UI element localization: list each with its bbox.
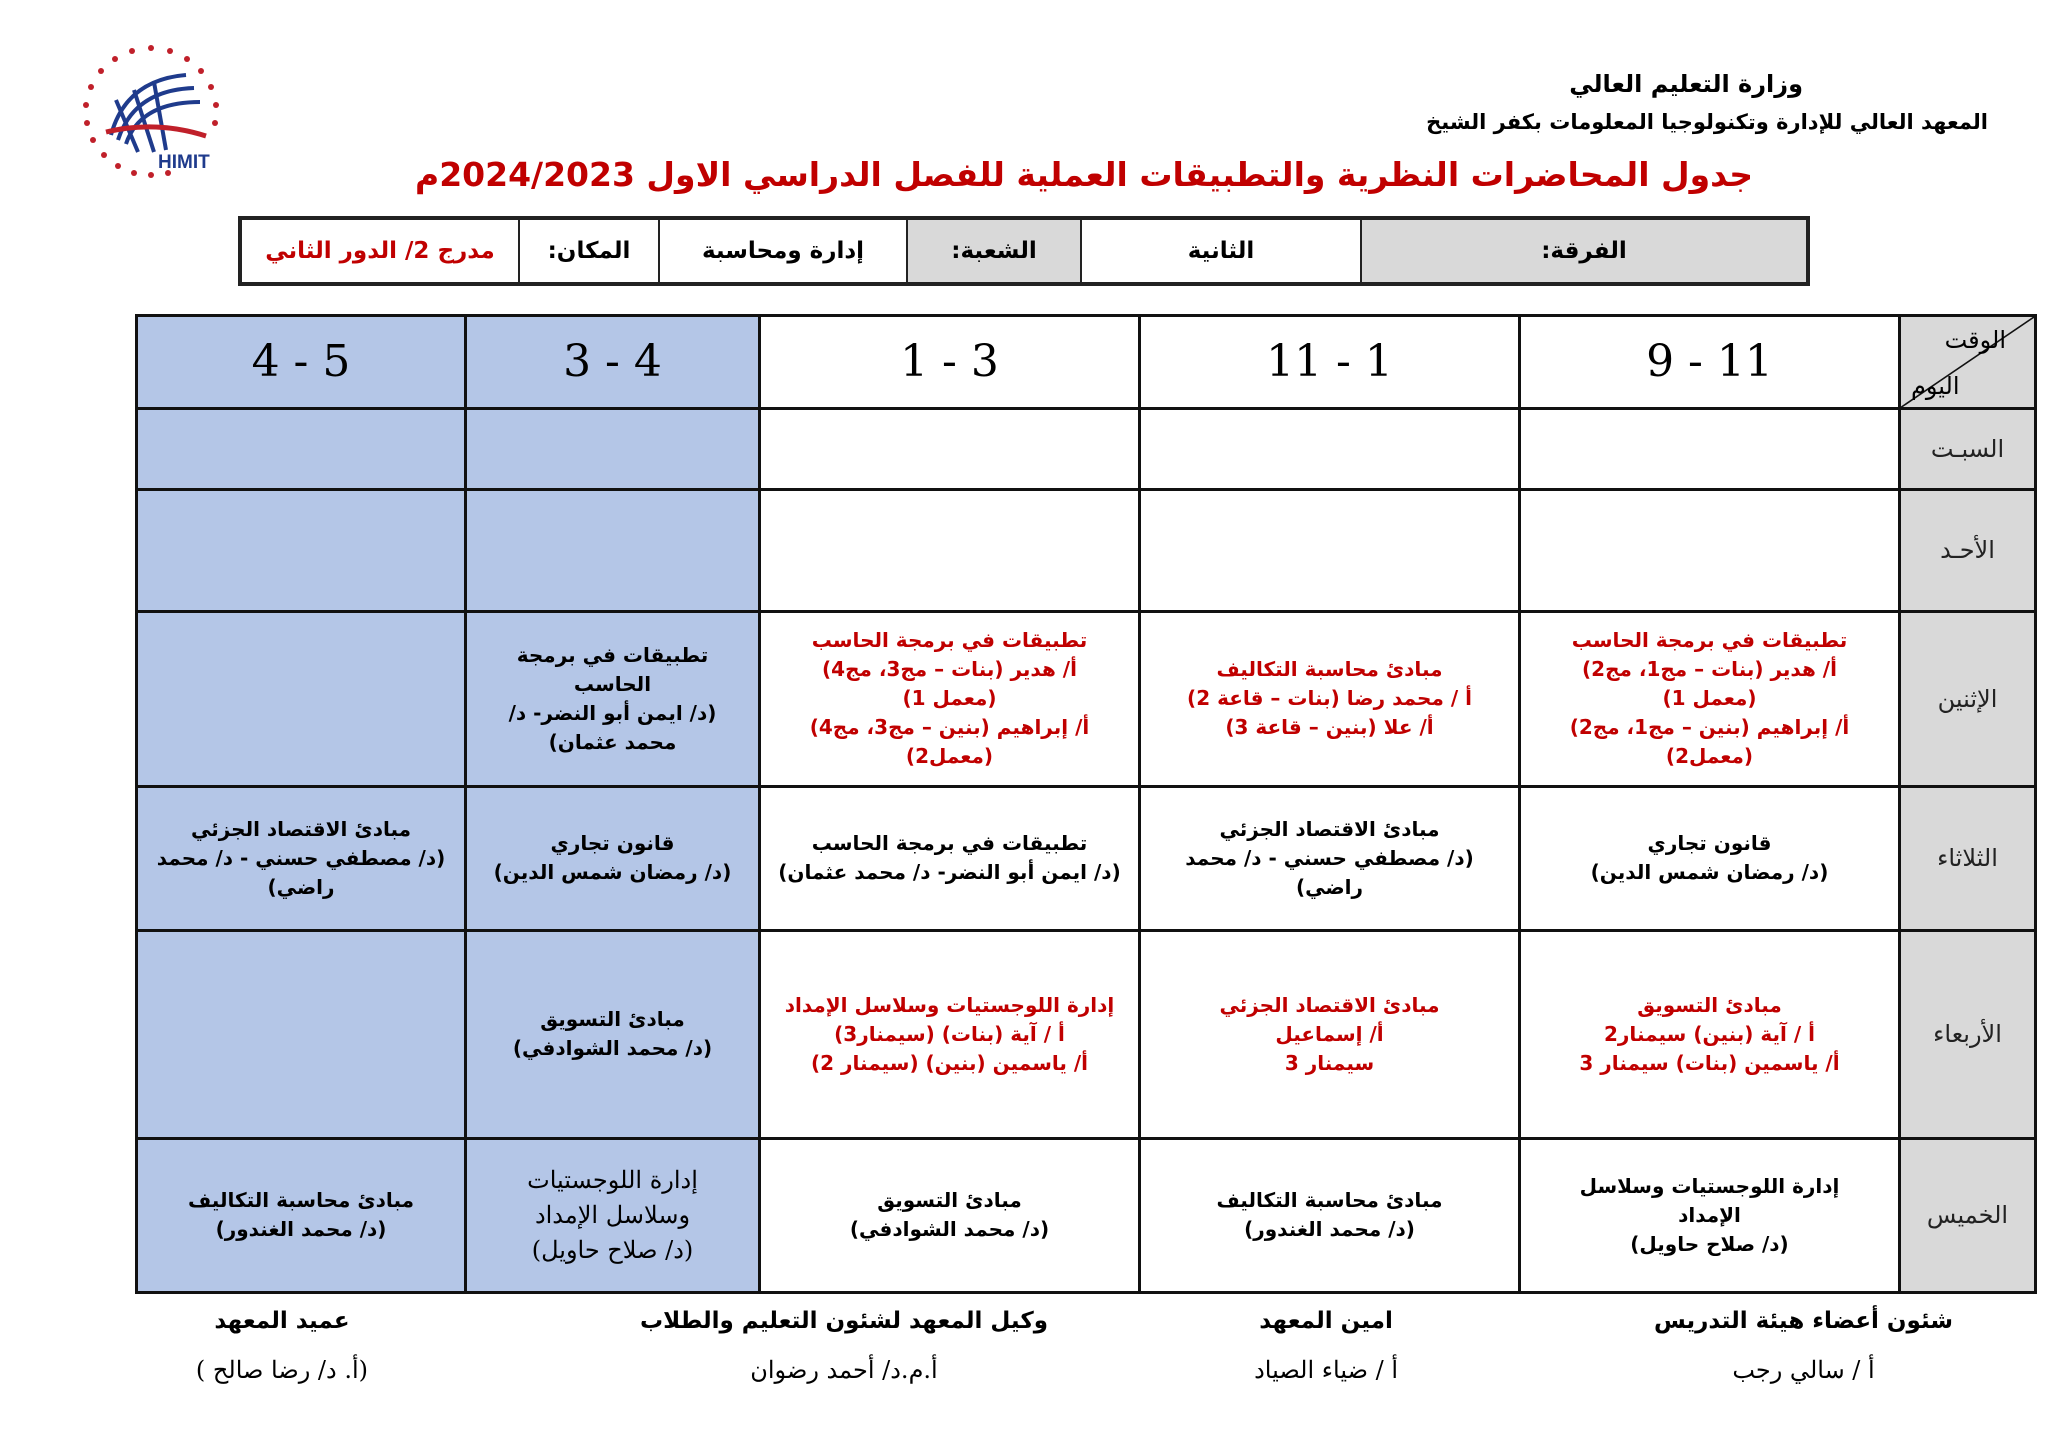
ministry-name: وزارة التعليم العالي <box>1569 70 1803 98</box>
course-detail: أ/ هدير (بنات – مج3، مج4) <box>822 657 1077 682</box>
course-detail: (د/ محمد الغندور) <box>215 1217 387 1242</box>
signature-name: أ / ضياء الصياد <box>1254 1356 1398 1384</box>
signature-role: امين المعهد <box>1259 1308 1393 1334</box>
schedule-cell <box>1140 1138 1520 1292</box>
signature-secretary <box>1254 1308 1398 1384</box>
course-detail: (د/ محمد الشوادفي) <box>849 1217 1050 1242</box>
schedule-cell <box>1520 409 1900 490</box>
schedule-cell <box>466 786 760 930</box>
time-header-row <box>137 316 2036 409</box>
course-detail: (د/ ايمن أبو النضر- د/ <box>508 700 717 725</box>
corner-day-label: اليوم <box>1911 371 1960 400</box>
course-detail: أ/ إسماعيل <box>1275 1021 1384 1046</box>
schedule-cell <box>760 409 1140 490</box>
course-detail: (د/ محمد الغندور) <box>1244 1217 1415 1242</box>
course-name: مبادئ محاسبة التكاليف <box>1216 657 1443 682</box>
schedule-cell <box>137 786 466 930</box>
schedule-cell <box>760 612 1140 787</box>
course-detail: سيمنار 3 <box>1284 1050 1375 1075</box>
course-name: تطبيقات في برمجة الحاسب <box>1571 628 1848 653</box>
course-name: تطبيقات في برمجة الحاسب <box>811 831 1088 856</box>
course-detail: أ/ ياسمين (بنات) سيمنار 3 <box>1579 1050 1840 1075</box>
course-detail: (معمل2) <box>1665 744 1754 769</box>
class-info-bar <box>238 216 1810 286</box>
course-detail: محمد عثمان) <box>548 729 677 754</box>
schedule-cell <box>137 490 466 612</box>
course-detail: (د/ محمد الشوادفي) <box>512 1036 713 1061</box>
signature-vice-dean <box>640 1308 1048 1384</box>
year-label: الفرقة: <box>1360 220 1806 282</box>
day-row <box>137 786 2036 930</box>
schedule-cell <box>1520 786 1900 930</box>
year-value: الثانية <box>1080 220 1360 282</box>
schedule-cell <box>760 930 1140 1138</box>
signature-role: عميد المعهد <box>214 1308 350 1334</box>
division-value: إدارة ومحاسبة <box>658 220 906 282</box>
schedule-cell <box>466 409 760 490</box>
course-name: إدارة اللوجستيات <box>527 1166 698 1195</box>
time-slot-header: 3 - 4 <box>466 316 760 409</box>
course-detail: أ/ ياسمين (بنين) (سيمنار 2) <box>810 1050 1089 1075</box>
signature-role: وكيل المعهد لشئون التعليم والطلاب <box>640 1308 1048 1334</box>
institute-name: المعهد العالي للإدارة وتكنولوجيا المعلومات بكفر الشيخ <box>1426 110 1988 134</box>
course-detail: (د/ صلاح حاويل) <box>1630 1231 1789 1256</box>
day-row <box>137 930 2036 1138</box>
schedule-cell <box>1520 930 1900 1138</box>
logo-text: HIMIT <box>158 152 210 173</box>
course-detail: (د/ رمضان شمس الدين) <box>493 860 732 885</box>
schedule-cell <box>760 1138 1140 1292</box>
course-detail: (د/ ايمن أبو النضر- د/ محمد عثمان) <box>778 860 1121 885</box>
schedule-cell <box>466 612 760 787</box>
schedule-cell <box>1520 490 1900 612</box>
schedule-cell <box>1520 612 1900 787</box>
course-detail: أ/ هدير (بنات – مج1، مج2) <box>1582 657 1837 682</box>
course-detail: أ / محمد رضا (بنات – قاعة 2) <box>1187 686 1472 711</box>
course-detail: (معمل2) <box>905 744 994 769</box>
day-label: الثلاثاء <box>1900 786 2036 930</box>
time-slot-header: 11 - 1 <box>1140 316 1520 409</box>
course-name: إدارة اللوجستيات وسلاسل الإمداد <box>784 992 1115 1017</box>
day-label: السبـت <box>1900 409 2036 490</box>
course-detail: (د/ صلاح حاويل) <box>531 1235 694 1264</box>
schedule-cell <box>137 409 466 490</box>
schedule-cell <box>1140 490 1520 612</box>
schedule-cell <box>466 490 760 612</box>
schedule-table <box>135 314 2037 1294</box>
schedule-cell <box>760 786 1140 930</box>
schedule-cell <box>1140 930 1520 1138</box>
course-name: قانون تجاري <box>550 831 675 856</box>
day-label: الأربعاء <box>1900 930 2036 1138</box>
schedule-cell <box>760 490 1140 612</box>
course-name: مبادئ الاقتصاد الجزئي <box>1219 816 1440 841</box>
page-title: جدول المحاضرات النظرية والتطبيقات العملية للفصل الدراسي الاول 2024/2023م <box>415 155 1753 194</box>
course-detail: أ/ إبراهيم (بنين – مج1، مج2) <box>1569 715 1850 740</box>
course-detail: أ/ علا (بنين – قاعة 3) <box>1225 715 1434 740</box>
course-name: مبادئ محاسبة التكاليف <box>1216 1188 1443 1213</box>
schedule-cell <box>1140 409 1520 490</box>
place-value: مدرج 2/ الدور الثاني <box>242 220 518 282</box>
signature-dean <box>196 1308 368 1384</box>
time-slot-header: 4 - 5 <box>137 316 466 409</box>
course-name: مبادئ الاقتصاد الجزئي <box>190 816 412 841</box>
place-label: المكان: <box>518 220 658 282</box>
schedule-cell <box>137 930 466 1138</box>
course-detail: أ / آية (بنات) (سيمنار3) <box>834 1021 1065 1046</box>
course-name: تطبيقات في برمجة الحاسب <box>811 628 1088 653</box>
time-slot-header: 9 - 11 <box>1520 316 1900 409</box>
course-detail: أ / آية (بنين) سيمنار2 <box>1604 1021 1815 1046</box>
course-name: قانون تجاري <box>1647 831 1772 856</box>
day-row <box>137 1138 2036 1292</box>
schedule-cell <box>1140 612 1520 787</box>
time-slot-header: 1 - 3 <box>760 316 1140 409</box>
day-row <box>137 409 2036 490</box>
day-row <box>137 490 2036 612</box>
course-detail: وسلاسل الإمداد <box>534 1200 691 1229</box>
course-detail: (معمل 1) <box>1662 686 1757 711</box>
course-detail: الإمداد <box>1678 1202 1741 1227</box>
signature-name: (أ. د/ رضا صالح ) <box>195 1356 368 1384</box>
course-detail: (د/ مصطفي حسني - د/ محمد <box>156 845 446 870</box>
division-label: الشعبة: <box>906 220 1080 282</box>
corner-cell <box>1900 316 2036 409</box>
course-detail: (معمل 1) <box>902 686 997 711</box>
course-name: مبادئ التسويق <box>877 1188 1022 1213</box>
schedule-cell <box>137 612 466 787</box>
course-name: مبادئ الاقتصاد الجزئي <box>1219 992 1440 1017</box>
schedule-cell <box>466 930 760 1138</box>
course-detail: (د/ رمضان شمس الدين) <box>1590 860 1829 885</box>
schedule-cell <box>466 1138 760 1292</box>
course-name: مبادئ محاسبة التكاليف <box>187 1188 414 1213</box>
course-name: تطبيقات في برمجة الحاسب <box>516 642 709 696</box>
course-detail: راضي) <box>267 874 335 899</box>
signature-faculty-affairs <box>1654 1308 1953 1384</box>
day-label: الإثنين <box>1900 612 2036 787</box>
course-detail: أ/ إبراهيم (بنين – مج3، مج4) <box>809 715 1090 740</box>
signature-name: أ / سالي رجب <box>1732 1356 1875 1384</box>
schedule-cell <box>1520 1138 1900 1292</box>
schedule-cell <box>1140 786 1520 930</box>
signature-name: أ.م.د/ أحمد رضوان <box>750 1356 938 1384</box>
course-name: مبادئ التسويق <box>540 1007 685 1032</box>
signature-role: شئون أعضاء هيئة التدريس <box>1654 1308 1953 1334</box>
day-label: الخميس <box>1900 1138 2036 1292</box>
corner-time-label: الوقت <box>1944 326 2006 354</box>
course-name: مبادئ التسويق <box>1637 992 1782 1017</box>
course-detail: (د/ مصطفي حسني - د/ محمد راضي) <box>1185 845 1474 899</box>
day-label: الأحـد <box>1900 490 2036 612</box>
day-row <box>137 612 2036 787</box>
schedule-cell <box>137 1138 466 1292</box>
course-name: إدارة اللوجستيات وسلاسل <box>1579 1173 1840 1198</box>
